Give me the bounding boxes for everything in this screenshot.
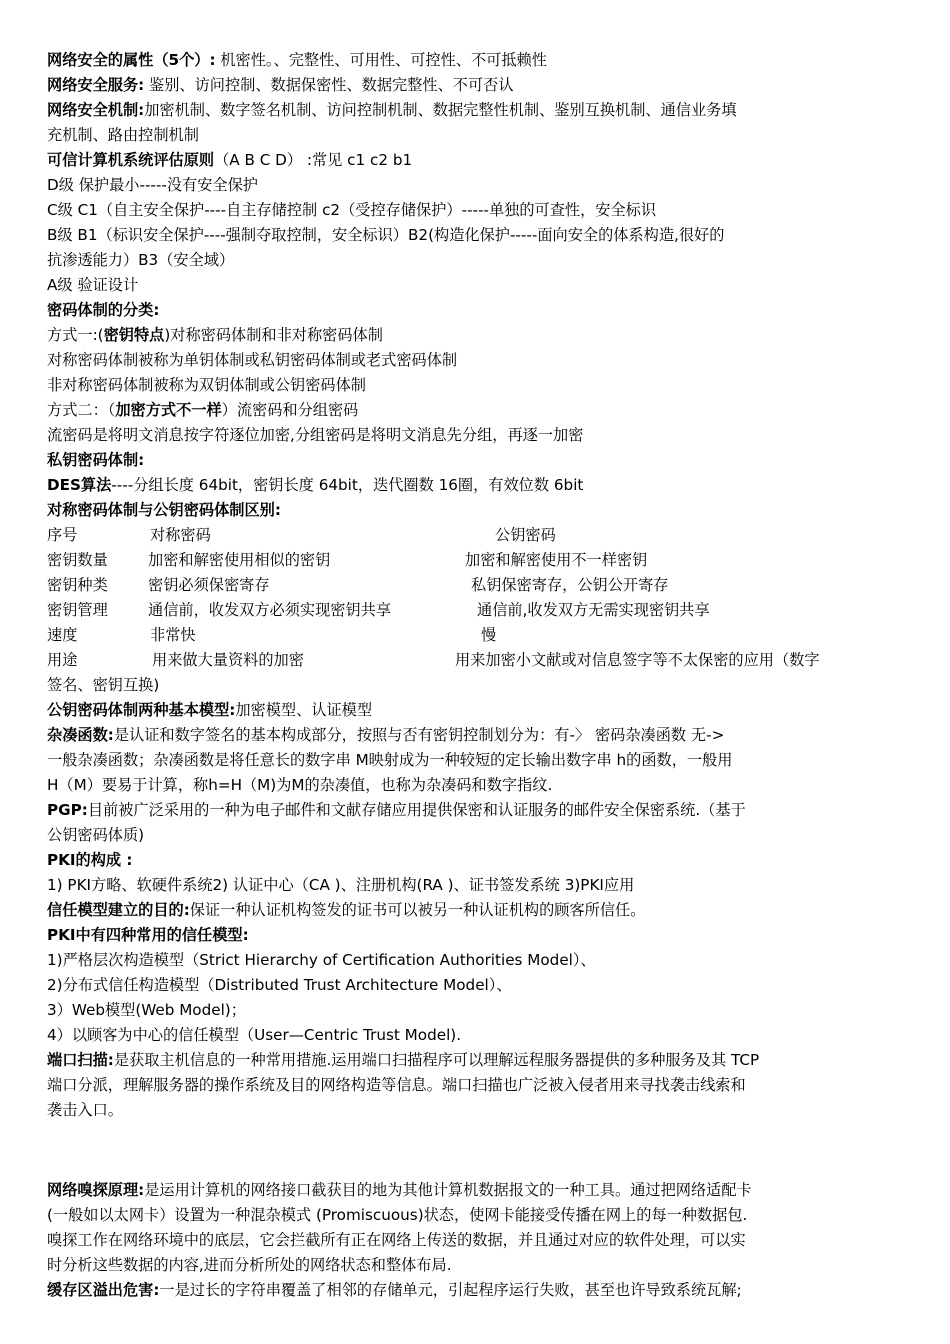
crypto-class-heading [47,298,909,323]
tcsec-line [47,148,909,173]
level-b-line-2: 抗渗透能力）B3（安全域） [47,251,235,269]
sniff-text: 是运用计算机的网络接口截获目的地为其他计算机数据报文的一种工具。通过把网络适配卡 [144,1181,752,1199]
port-scan-text: 是获取主机信息的一种常用措施.运用端口扫描程序可以理解远程服务器提供的多种服务及其 TCP [113,1051,760,1069]
pgp-line-2: 公钥密码体质) [47,826,145,844]
sniff-line-2: (一般如以太网卡）设置为一种混杂模式 (Promiscuous)状态，使网卡能接受传播在网上的每一种数据包. [47,1206,748,1224]
table-cell: 密钥种类 [47,576,108,594]
table-cell: 序号 [47,526,78,544]
sniff-line-3: 嗅探工作在网络环境中的底层，它会拦截所有正在网络上传送的数据，并且通过对应的软件处理，可以实 [47,1231,746,1249]
services-line [47,73,909,98]
table-cell: 用来加密小文献或对信息签字等不太保密的应用（数字 [455,651,820,669]
sniff-line [47,1178,909,1203]
table-cell: 加密和解密使用不一样密钥 [465,551,648,569]
method2-prefix: 方式二：（ [47,401,116,419]
pki-heading [47,848,909,873]
mechanisms-label: 网络安全机制: [47,101,145,119]
spacer [47,1123,909,1178]
trust-models-label: PKI中有四种常用的信任模型: [47,926,249,944]
table-cell: 用途 [47,651,78,669]
level-d-line: D级 保护最小-----没有安全保护 [47,176,258,194]
table-row [47,623,909,648]
table-row [47,648,909,673]
table-cell: 通信前,收发双方无需实现密钥共享 [477,601,710,619]
hash-line [47,723,909,748]
overflow-label: 缓存区溢出危害: [47,1281,160,1299]
pgp-label: PGP: [47,801,88,819]
table-cell: 用来做大量资料的加密 [152,651,304,669]
port-scan-line [47,1048,909,1073]
table-cell: 密钥必须保密寄存 [148,576,270,594]
table-row [47,548,909,573]
services-text: 鉴别、访问控制、数据保密性、数据完整性、不可否认 [144,76,514,94]
level-a-line: A级 验证设计 [47,276,139,294]
table-cell: 密钥管理 [47,601,108,619]
method2-suffix: ）流密码和分组密码 [221,401,359,419]
private-key-heading [47,448,909,473]
pgp-text: 目前被广泛采用的一种为电子邮件和文献存储应用提供保密和认证服务的邮件安全保密系统.（基于 [87,801,746,819]
method1-line [47,323,909,348]
document-page [47,48,909,1303]
pk-models-label: 公钥密码体制两种基本模型: [47,701,236,719]
hash-text: 是认证和数字签名的基本构成部分，按照与否有密钥控制划分为：有-〉 密码杂凑函数 无-> [113,726,725,744]
services-label: 网络安全服务: [47,76,145,94]
method1-suffix: )对称密码体制和非对称密码体制 [164,326,383,344]
compare-table [47,523,909,698]
attributes-label: 网络安全的属性（5个）: [47,51,216,69]
table-cell: 慢 [481,626,497,644]
mechanisms-text: 加密机制、数字签名机制、访问控制机制、数据完整性机制、鉴别互换机制、通信业务填 [144,101,737,119]
mechanisms-line [47,98,909,123]
level-c-line: C级 C1（自主安全保护----自主存储控制 c2（受控存储保护）-----单独的可查性，安全标识 [47,201,657,219]
trust-model-1: 1)严格层次构造模型（Strict Hierarchy of Certification Authorities Model）、 [47,951,596,969]
tcsec-label: 可信计算机系统评估原则 [47,151,215,169]
table-cell: 加密和解密使用相似的密钥 [148,551,331,569]
trust-model-3: 3）Web模型(Web Model)； [47,1001,246,1019]
sniff-line-4: 时分析这些数据的内容,进而分析所处的网络状态和整体布局. [47,1256,452,1274]
method2-bold: 加密方式不一样 [115,401,222,419]
pki-items-line: 1) PKI方略、软硬件系统2) 认证中心（CA )、注册机构(RA )、证书签发系统 3)PKI应用 [47,876,635,894]
level-b-line: B级 B1（标识安全保护----强制夺取控制，安全标识）B2(构造化保护-----面向安全的体系构造,很好的 [47,226,725,244]
table-cell: 非常快 [150,626,196,644]
diff-label: 对称密码体制与公钥密码体制区别: [47,501,281,519]
tcsec-text: （A B C D） :常见 c1 c2 b1 [214,151,413,169]
hash-label: 杂凑函数: [47,726,114,744]
table-row [47,523,909,548]
trust-models-heading [47,923,909,948]
mechanisms-line-2: 充机制、路由控制机制 [47,126,199,144]
des-label: DES算法 [47,476,112,494]
table-cell: 通信前，收发双方必须实现密钥共享 [148,601,391,619]
table-cell: 密钥数量 [47,551,108,569]
trust-model-2: 2)分布式信任构造模型（Distributed Trust Architecture Model）、 [47,976,512,994]
pgp-line [47,798,909,823]
table-cell: 私钥保密寄存，公钥公开寄存 [471,576,669,594]
des-text: ----分组长度 64bit，密钥长度 64bit，迭代圈数 16圈，有效位数 6bit [111,476,584,494]
pk-models-line [47,698,909,723]
trust-purpose-label: 信任模型建立的目的: [47,901,190,919]
trust-purpose-line [47,898,909,923]
stream-desc-line: 流密码是将明文消息按字符逐位加密,分组密码是将明文消息先分组，再逐一加密 [47,426,584,444]
pki-label: PKI的构成 : [47,851,133,869]
hash-line-3: H（M）要易于计算，称h=H（M)为M的杂凑值，也称为杂凑码和数字指纹. [47,776,553,794]
method1-bold: 密钥特点 [103,326,165,344]
table-cell: 速度 [47,626,78,644]
method2-line [47,398,909,423]
overflow-text: 一是过长的字符串覆盖了相邻的存储单元，引起程序运行失败，甚至也许导致系统瓦解; [159,1281,742,1299]
port-scan-label: 端口扫描: [47,1051,114,1069]
sniff-label: 网络嗅探原理: [47,1181,145,1199]
port-scan-line-3: 袭击入口。 [47,1101,123,1119]
hash-line-2: 一般杂凑函数；杂凑函数是将任意长的数字串 M映射成为一种较短的定长输出数字串 h的函数，一般用 [47,751,733,769]
pk-models-text: 加密模型、认证模型 [235,701,373,719]
port-scan-line-2: 端口分派，理解服务器的操作系统及目的网络构造等信息。端口扫描也广泛被入侵者用来寻找袭击线索和 [47,1076,746,1094]
asym-desc-line: 非对称密码体制被称为双钥体制或公钥密码体制 [47,376,366,394]
sym-desc-line: 对称密码体制被称为单钥体制或私钥密码体制或老式密码体制 [47,351,458,369]
overflow-line [47,1278,909,1303]
private-key-label: 私钥密码体制: [47,451,145,469]
table-cell: 公钥密码 [495,526,556,544]
trust-model-4: 4）以顾客为中心的信任模型（User—Centric Trust Model). [47,1026,462,1044]
table-cell: 对称密码 [150,526,211,544]
method1-prefix: 方式一:( [47,326,104,344]
crypto-class-label: 密码体制的分类: [47,301,160,319]
table-row [47,573,909,598]
des-line [47,473,909,498]
table-row-wrap: 签名、密钥互换) [47,676,160,694]
trust-purpose-text: 保证一种认证机构签发的证书可以被另一种认证机构的顾客所信任。 [189,901,646,919]
attributes-text: 机密性。、完整性、可用性、可控性、不可抵赖性 [215,51,547,69]
table-row [47,598,909,623]
attributes-line [47,48,909,73]
diff-heading [47,498,909,523]
